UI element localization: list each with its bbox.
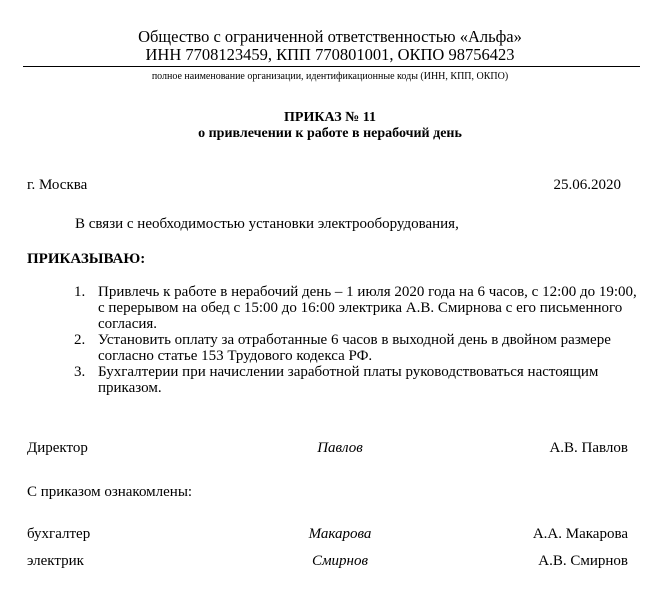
order-subtitle: о привлечении к работе в нерабочий день xyxy=(198,126,462,141)
order-title: ПРИКАЗ № 11 xyxy=(284,110,376,125)
order-item-text: Бухгалтерии при начислении заработной платы руководствоваться настоящим приказом. xyxy=(98,364,599,396)
order-city: г. Москва xyxy=(27,177,88,193)
order-item xyxy=(0,284,638,332)
header-caption: полное наименование организации, идентификационные коды (ИНН, КПП, ОКПО) xyxy=(151,71,509,82)
signer-full-name: А.В. Смирнов xyxy=(538,553,628,569)
order-directive: ПРИКАЗЫВАЮ: xyxy=(27,251,146,267)
order-item-number: 1. xyxy=(74,284,86,300)
order-date: 25.06.2020 xyxy=(553,177,621,193)
order-item xyxy=(0,332,638,364)
acknowledged-label: С приказом ознакомлены: xyxy=(27,484,193,500)
signer-full-name: А.А. Макарова xyxy=(532,526,628,542)
signer-role: Директор xyxy=(27,440,88,456)
order-item-number: 2. xyxy=(74,332,86,348)
order-item-text: Привлечь к работе в нерабочий день – 1 июля 2020 года на 6 часов, с 12:00 до 19:00, с перерывом на обед с 15:00 до 16:00 электрика А.В. Смирнова с его письменного согласия. xyxy=(98,284,637,332)
acknowledgement-row xyxy=(0,526,660,546)
order-preamble: В связи с необходимостью установки электрооборудования, xyxy=(75,216,459,232)
signer-role: электрик xyxy=(27,553,84,569)
handwritten-signature: Павлов xyxy=(317,440,363,456)
director-signature-row xyxy=(0,440,660,460)
organization-codes: ИНН 7708123459, КПП 770801001, ОКПО 98756423 xyxy=(145,45,515,64)
header-divider xyxy=(23,66,640,67)
handwritten-signature: Макарова xyxy=(308,526,372,542)
order-items-list xyxy=(0,284,660,396)
signer-full-name: А.В. Павлов xyxy=(549,440,628,456)
order-item-number: 3. xyxy=(74,364,86,380)
order-item xyxy=(0,364,638,396)
signer-role: бухгалтер xyxy=(27,526,91,542)
organization-name: Общество с ограниченной ответственностью «Альфа» xyxy=(138,27,522,46)
acknowledgement-row xyxy=(0,553,660,573)
order-item-text: Установить оплату за отработанные 6 часов в выходной день в двойном размере согласно статье 153 Трудового кодекса РФ. xyxy=(98,332,611,364)
handwritten-signature: Смирнов xyxy=(311,553,369,569)
